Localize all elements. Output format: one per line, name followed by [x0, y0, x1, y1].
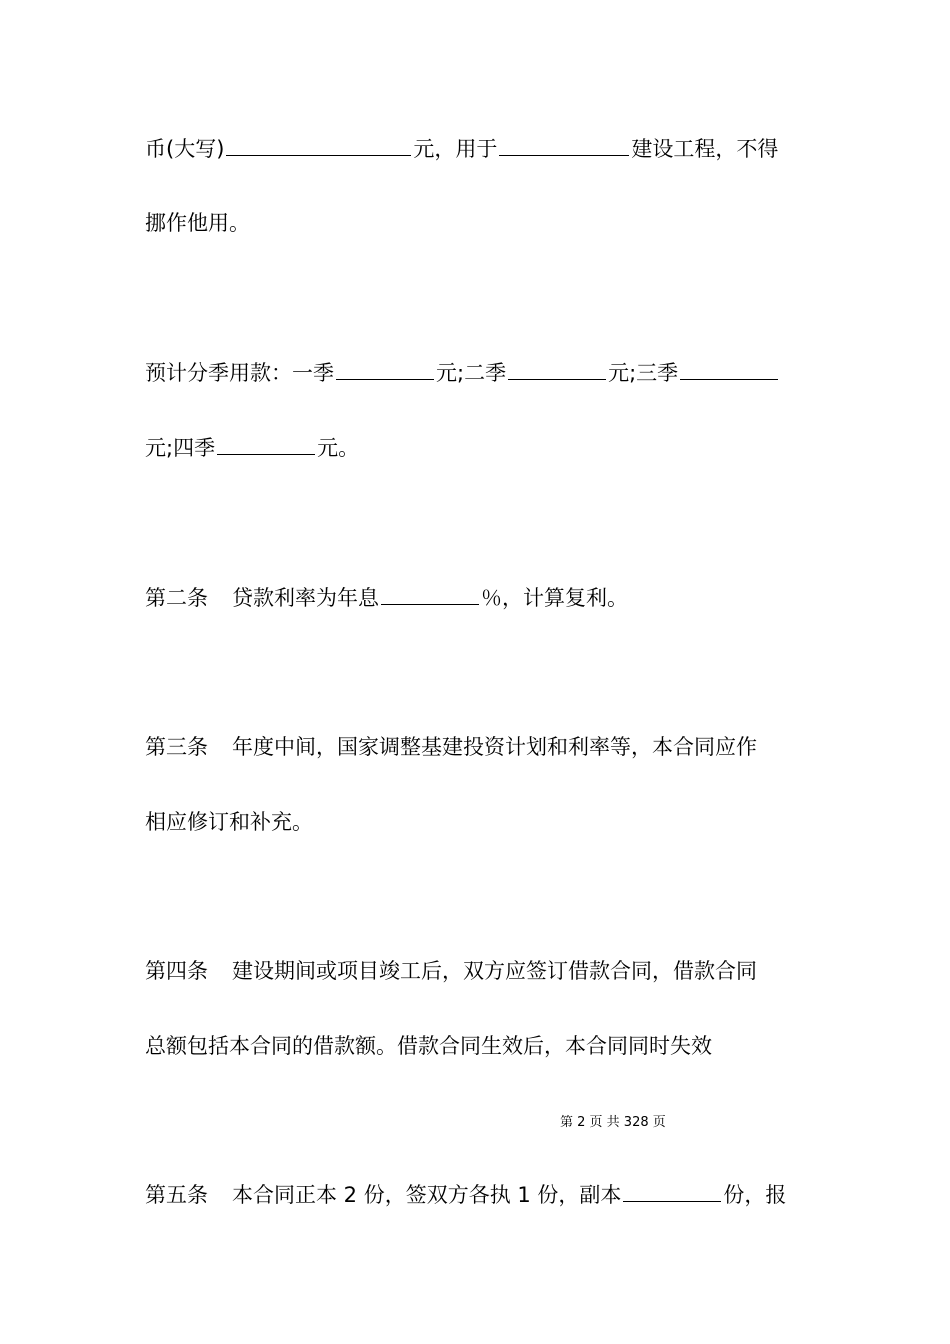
fill-blank-rate[interactable]	[381, 584, 479, 605]
article-three	[145, 732, 810, 762]
fill-blank-project[interactable]	[499, 135, 629, 156]
text-fragment: 建设工程，不得	[631, 137, 779, 161]
fill-blank-q3[interactable]	[680, 359, 778, 380]
text-fragment: 本合同正本 2 份，签双方各执 1 份，副本	[232, 1183, 622, 1207]
line-quarter-four	[145, 433, 810, 463]
article-four-cont	[145, 1031, 810, 1061]
text-fragment: 元;三季	[608, 361, 679, 385]
text-fragment: 建设期间或项目竣工后，双方应签订借款合同，借款合同	[232, 959, 757, 983]
article-four	[145, 956, 810, 986]
fill-blank-amount[interactable]	[226, 135, 411, 156]
article-label: 第二条	[145, 586, 208, 610]
page-footer: 第 2 页 共 328 页	[560, 1115, 666, 1130]
text-fragment: 币(大写)	[145, 137, 225, 161]
text-fragment: 贷款利率为年息	[232, 586, 379, 610]
text-fragment: 预计分季用款：一季	[145, 361, 334, 385]
fill-blank-q2[interactable]	[508, 359, 606, 380]
fill-blank-q1[interactable]	[336, 359, 434, 380]
fill-blank-q4[interactable]	[217, 434, 315, 455]
text-fragment: 元;四季	[145, 436, 216, 460]
article-label: 第三条	[145, 735, 208, 759]
article-label: 第五条	[145, 1183, 208, 1207]
line-no-misuse	[145, 208, 810, 238]
article-two	[145, 583, 810, 613]
text-fragment: 相应修订和补充。	[145, 810, 313, 834]
article-five	[145, 1180, 810, 1210]
line-quarterly-usage	[145, 358, 810, 388]
text-fragment: 元;二季	[436, 361, 507, 385]
text-fragment: 元，用于	[413, 137, 498, 161]
text-fragment: 挪作他用。	[145, 211, 250, 235]
text-fragment: 年度中间，国家调整基建投资计划和利率等，本合同应作	[232, 735, 757, 759]
article-label: 第四条	[145, 959, 208, 983]
text-fragment: 份，报	[723, 1183, 787, 1207]
article-three-cont	[145, 807, 810, 837]
fill-blank-copies[interactable]	[623, 1181, 721, 1202]
text-fragment: 元。	[317, 436, 360, 460]
line-currency-purpose	[145, 134, 810, 164]
text-fragment: 总额包括本合同的借款额。借款合同生效后，本合同同时失效	[145, 1034, 712, 1058]
text-fragment: ％，计算复利。	[481, 586, 628, 610]
